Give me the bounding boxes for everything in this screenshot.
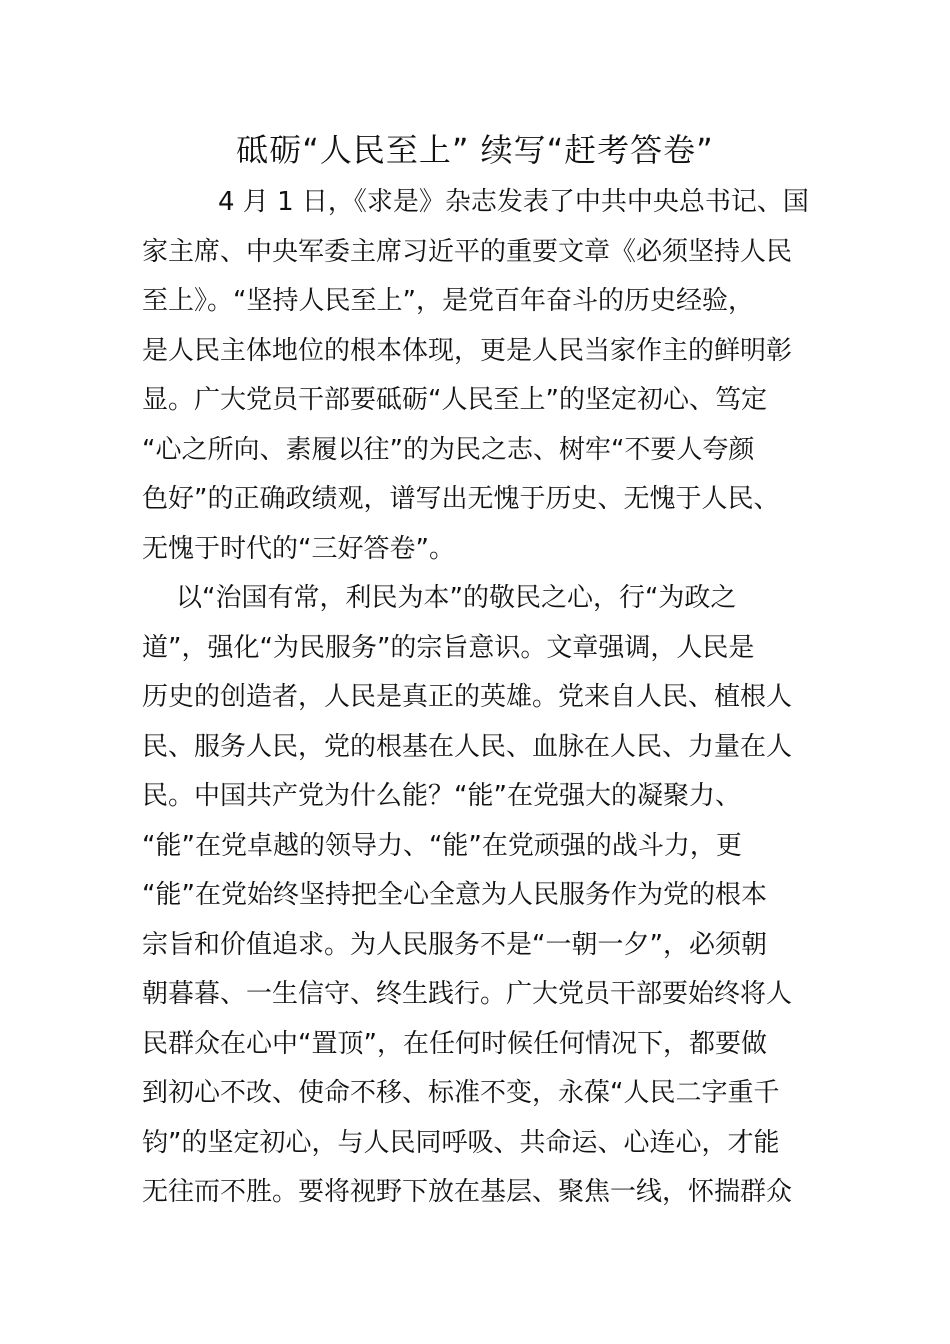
text-line: “心之所向、素履以往”的为民之志、树牢“不要人夸颜 [142,434,755,465]
text-line: 钧”的坚定初心，与人民同呼吸、共命运、心连心，才能 [142,1127,780,1158]
text-line: 无往而不胜。要将视野下放在基层、聚焦一线，怀揣群众 [142,1177,793,1207]
text-line: 4 月 1 日，《求是》杂志发表了中共中央总书记、国 [218,187,809,217]
document-body [142,178,810,1218]
text-line: 色好”的正确政绩观，谱写出无愧于历史、无愧于人民、 [142,484,780,514]
text-line: 宗旨和价值追求。为人民服务不是“一朝一夕”，必须朝 [142,929,767,960]
text-line: 道”，强化“为民服务”的宗旨意识。文章强调，人民是 [142,632,755,663]
text-line: 至上》。“坚持人民至上”，是党百年奋斗的历史经验， [142,286,754,316]
text-line: 民、服务人民，党的根基在人民、血脉在人民、力量在人 [142,731,793,762]
text-line: “能”在党始终坚持把全心全意为人民服务作为党的根本 [142,880,767,910]
text-line: 是人民主体地位的根本体现，更是人民当家作主的鲜明彰 [142,335,793,366]
text-line: 民群众在心中“置顶”，在任何时候任何情况下，都要做 [142,1028,767,1059]
text-line: 朝暮暮、一生信守、终生践行。广大党员干部要始终将人 [142,979,793,1009]
text-line: 家主席、中央军委主席习近平的重要文章《必须坚持人民 [142,236,793,267]
paragraph-2 [142,574,810,1218]
text-line: 显。广大党员干部要砥砺“人民至上”的坚定初心、笃定 [142,385,767,415]
text-line: “能”在党卓越的领导力、“能”在党顽强的战斗力，更 [142,830,742,861]
document-title: 砥砺“人民至上” 续写“赶考答卷” [236,131,714,169]
text-line: 以“治国有常，利民为本”的敬民之心，行“为政之 [176,583,737,613]
text-line: 无愧于时代的“三好答卷”。 [142,533,455,564]
text-line: 到初心不改、使命不移、标准不变，永葆“人民二字重千 [142,1078,780,1108]
paragraph-1 [142,178,810,574]
text-line: 民。中国共产党为什么能？“能”在党强大的凝聚力、 [142,781,741,811]
text-line: 历史的创造者，人民是真正的英雄。党来自人民、植根人 [142,682,793,712]
